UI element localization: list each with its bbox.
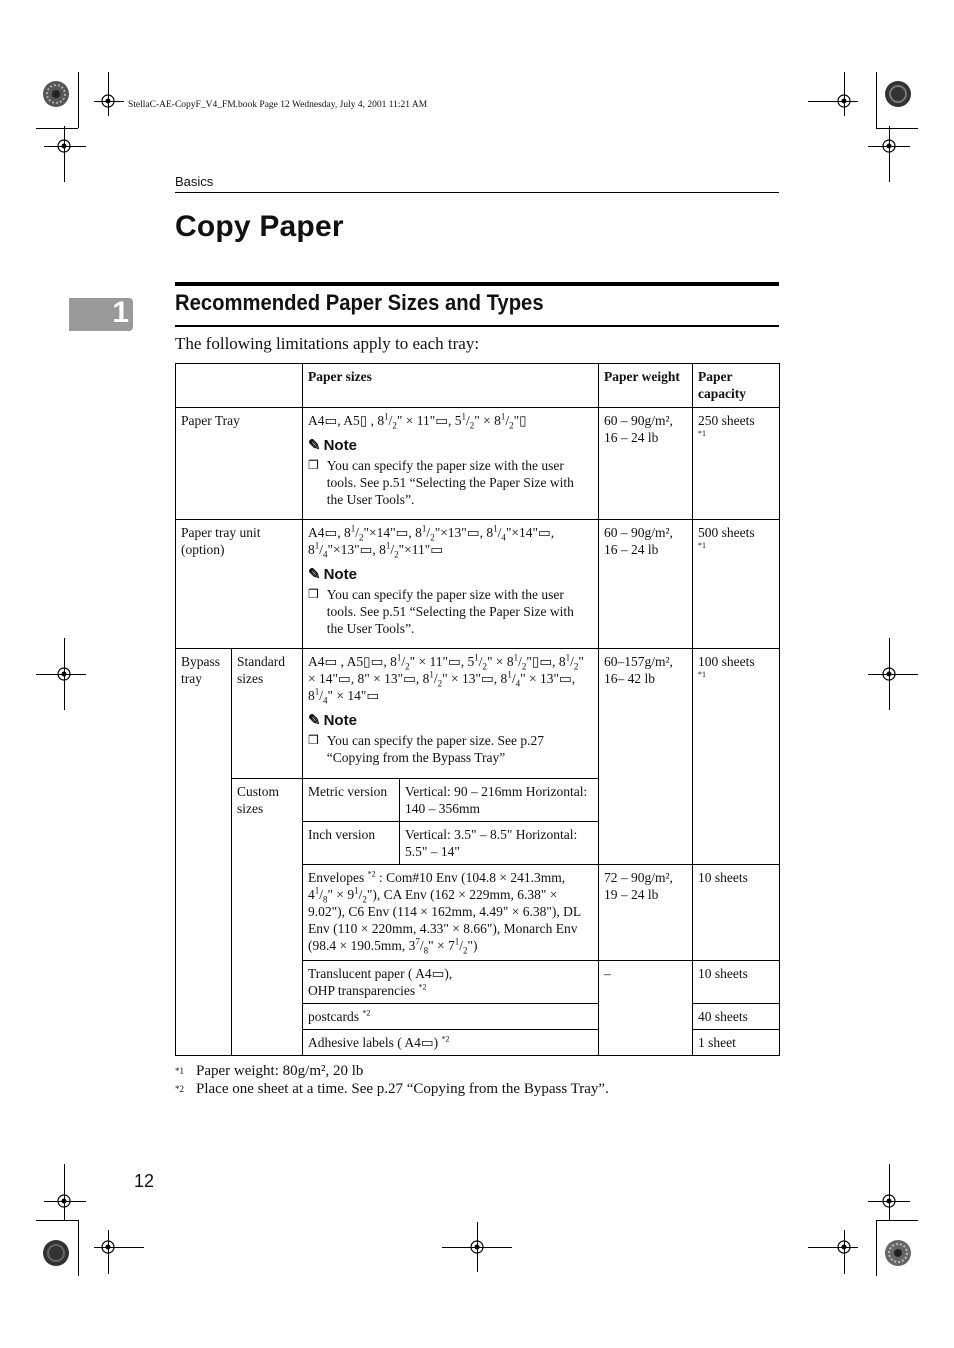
registration-mark-icon	[467, 1237, 487, 1257]
header-rule	[175, 192, 779, 193]
checkbox-bullet-icon: ❒	[308, 587, 319, 601]
bypass-standard-capacity-cell: 100 sheets *1	[693, 649, 780, 865]
header-paper-sizes: Paper sizes	[303, 364, 599, 408]
postcards-capacity: 40 sheets	[693, 1004, 780, 1030]
adhesive-labels-capacity: 1 sheet	[693, 1030, 780, 1056]
registration-mark-icon	[879, 664, 899, 684]
chapter-number: 1	[112, 296, 129, 329]
row-label-custom-sizes: Custom sizes	[232, 779, 303, 1056]
footnote-ref: *1	[698, 429, 706, 438]
color-bar-disc-icon	[42, 1239, 70, 1267]
translucent-cell: Translucent paper ( A4▭), OHP transparencies $^{*2}$	[303, 961, 599, 1004]
paper-tray-unit-weight: 60 – 90g/m², 16 – 24 lb	[599, 520, 693, 649]
metric-version-label: Metric version	[303, 779, 400, 822]
checkbox-bullet-icon: ❒	[308, 733, 319, 747]
translucent-weight: –	[599, 961, 693, 1056]
header-paper-weight: Paper weight	[599, 364, 693, 408]
translucent-capacity: 10 sheets	[693, 961, 780, 1004]
footnote-ref: *1	[698, 541, 706, 550]
page-number: 12	[134, 1171, 155, 1191]
paper-tray-weight: 60 – 90g/m², 16 – 24 lb	[599, 408, 693, 520]
table-row	[176, 520, 780, 649]
color-bar-disc-icon	[884, 1239, 912, 1267]
section-rule-bottom	[175, 325, 779, 327]
registration-mark-icon	[879, 1191, 899, 1211]
registration-mark-icon	[98, 91, 118, 111]
table-header-row	[176, 364, 780, 408]
paper-tray-capacity-cell: 250 sheets *1	[693, 408, 780, 520]
bypass-standard-sizes-cell	[303, 649, 599, 779]
note-pencil-icon: ✎	[308, 437, 321, 454]
note-item: ❒ You can specify the paper size with the user tools. See p.51 “Selecting the Paper Size with the User Tools”.	[308, 587, 574, 636]
registration-mark-icon	[879, 136, 899, 156]
registration-mark-icon	[834, 91, 854, 111]
note-heading: ✎ Note	[308, 437, 357, 454]
bypass-standard-weight: 60–157g/m², 16– 42 lb	[599, 649, 693, 865]
registration-mark-icon	[54, 664, 74, 684]
running-header: Basics	[175, 174, 214, 189]
registration-mark-icon	[54, 136, 74, 156]
note-item: ❒ You can specify the paper size. See p.27 “Copying from the Bypass Tray”	[308, 733, 544, 765]
registration-mark-icon	[54, 1191, 74, 1211]
adhesive-labels-cell: Adhesive labels ( A4▭) $^{*2}$	[303, 1030, 599, 1056]
row-label-bypass-tray: Bypass tray	[176, 649, 232, 1056]
footnotes	[175, 1062, 609, 1098]
book-info-line: StellaC-AE-CopyF_V4_FM.book Page 12 Wednesday, July 4, 2001 11:21 AM	[128, 100, 428, 110]
row-label-paper-tray: Paper Tray	[176, 408, 303, 520]
intro-text: The following limitations apply to each tray:	[175, 334, 480, 353]
footnote-2: *2 Place one sheet at a time. See p.27 “Copying from the Bypass Tray”.	[175, 1081, 609, 1097]
inch-version-value: Vertical: 3.5" – 8.5" Horizontal: 5.5" – 14"	[400, 822, 599, 865]
table-row	[176, 408, 780, 520]
row-label-paper-tray-unit: Paper tray unit (option)	[176, 520, 303, 649]
paper-tray-sizes-cell	[303, 408, 599, 520]
note-pencil-icon: ✎	[308, 712, 321, 729]
header-paper-capacity: Paper capacity	[693, 364, 780, 408]
note-heading: ✎ Note	[308, 712, 357, 729]
empty-header-cell	[176, 364, 303, 408]
registration-mark-icon	[98, 1237, 118, 1257]
bypass-standard-sizes: A4▭ , A5▯▭, $8^1/_2$" × 11"▭, $5^1/_2$" × $8^1/_2"▯▭$, $8^1/_2$" × 14"▭, 8" × 13"▭, $8^1/_2$" × 13"▭, $8^1/_4$" × 13"▭, $8^1/_4$" × 14"▭	[308, 652, 584, 706]
envelopes-weight: 72 – 90g/m², 19 – 24 lb	[599, 865, 693, 961]
paper-tray-unit-sizes-cell	[303, 520, 599, 649]
note-heading: ✎ Note	[308, 566, 357, 583]
metric-version-value: Vertical: 90 – 216mm Horizontal: 140 – 356mm	[400, 779, 599, 822]
envelopes-capacity: 10 sheets	[693, 865, 780, 961]
color-bar-disc-icon	[42, 80, 70, 108]
section-rule-top	[175, 282, 779, 286]
checkbox-bullet-icon: ❒	[308, 458, 319, 472]
color-bar-disc-icon	[884, 80, 912, 108]
paper-tray-unit-sizes: A4▭, $8^1/_2"\times 14"▭$, $8^1/_2"\times 13"▭$, $8^1/_4"\times 14"▭$, $8^1/_4"\times 13"▭$, $8^1/_2"\times 11"▭$	[308, 523, 555, 560]
row-label-standard-sizes: Standard sizes	[232, 649, 303, 779]
postcards-cell: postcards $^{*2}$	[303, 1004, 599, 1030]
section-title: Recommended Paper Sizes and Types	[175, 290, 544, 315]
paper-tray-unit-capacity-cell: 500 sheets *1	[693, 520, 780, 649]
note-pencil-icon: ✎	[308, 566, 321, 583]
paper-spec-table	[175, 363, 780, 1056]
footnote-1: *1 Paper weight: 80g/m², 20 lb	[175, 1063, 364, 1079]
inch-version-label: Inch version	[303, 822, 400, 865]
table-row	[176, 649, 780, 779]
note-item: ❒ You can specify the paper size with the user tools. See p.51 “Selecting the Paper Size with the User Tools”.	[308, 458, 574, 507]
footnote-ref: *1	[698, 670, 706, 679]
paper-tray-sizes: A4▭, A5▯ , $8^1/_2$" × 11"▭, $5^1/_2$" × $8^1/_2"▯$	[308, 411, 527, 431]
registration-mark-icon	[834, 1237, 854, 1257]
envelopes-cell: Envelopes $^{*2}$ : Com#10 Env (104.8 × 241.3mm, $4^1/_8$" × $9^1/_2$"), CA Env (162 × 229mm, 6.38" × 9.02"), C6 Env (114 × 162mm, 4.49" × 6.38"), DL Env (110 × 220mm, 4.33" × 8.66"), Monarch Env (98.4 × 190.5mm, $3^7/_8$" × $7^1/_2$")	[303, 865, 599, 961]
page-title: Copy Paper	[175, 210, 344, 243]
